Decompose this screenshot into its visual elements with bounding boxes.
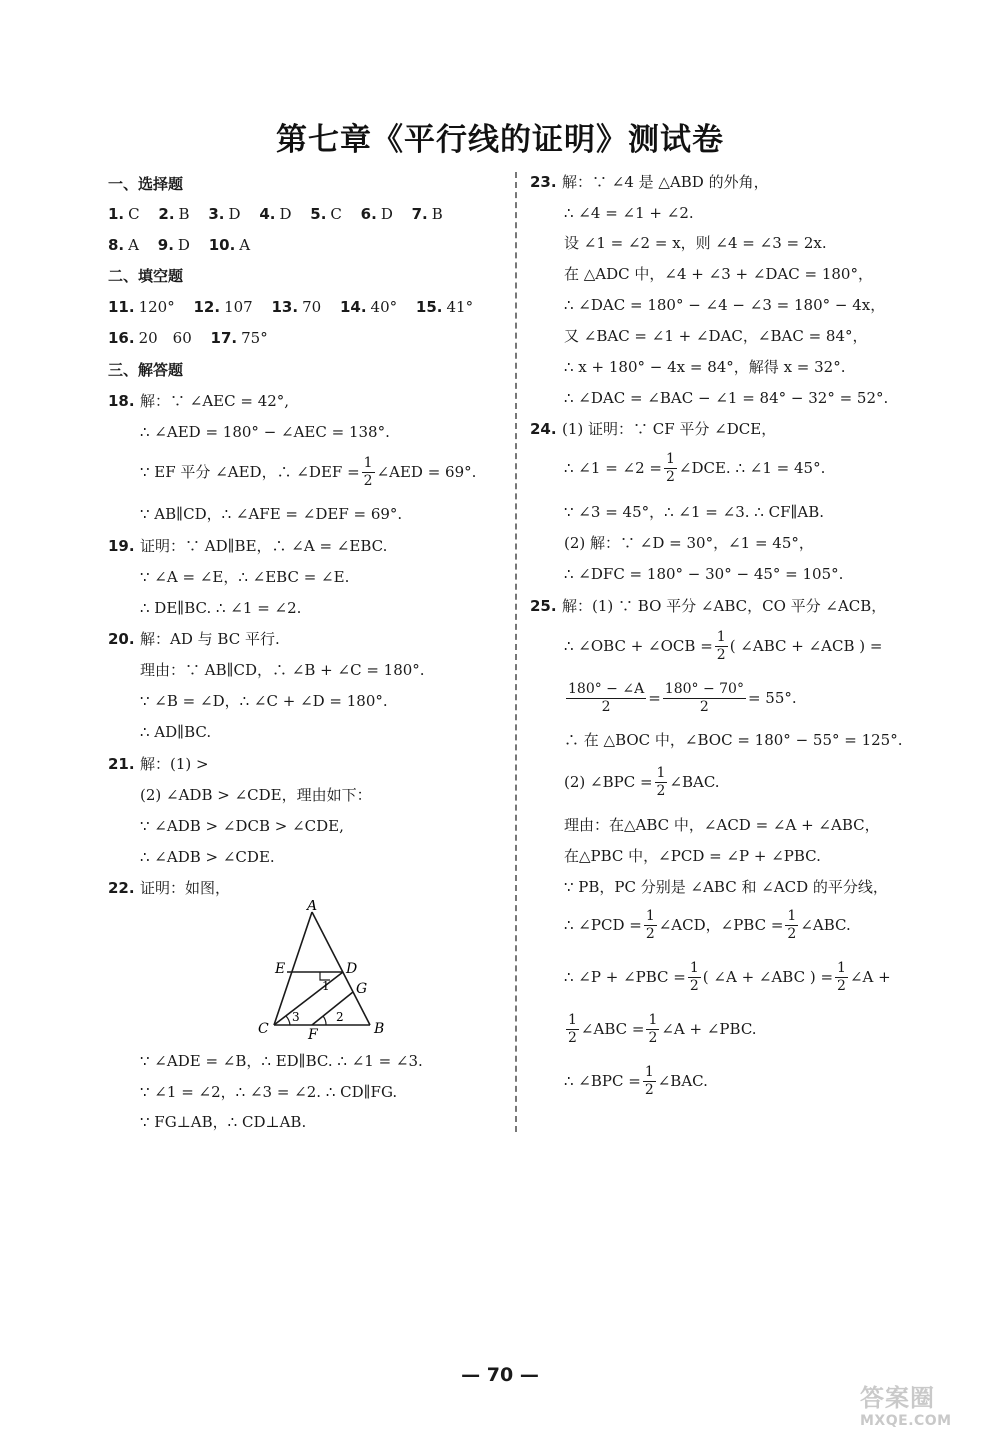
fraction: $\frac{1}{2}$ — [656, 764, 666, 799]
label-a: A — [307, 900, 318, 914]
mc-answers-row1: 1. C 2. B 3. D 4. D 5. C 6. D 7. B — [108, 205, 443, 223]
q18-line3: ∵ EF 平分 ∠AED，∴ ∠DEF = $\frac{1}{2}$ ∠AED = 69°. — [140, 454, 477, 489]
q25-line3: $\frac{180^\circ - \angle A}{2}$ = $\frac{180^\circ - 70^\circ}{2}$ = 55°. — [568, 680, 797, 715]
q25-line11: $\frac{1}{2}$ ∠ABC = $\frac{1}{2}$ ∠A + ∠PBC. — [568, 1011, 757, 1046]
segment-cd — [274, 972, 343, 1025]
label-c: C — [258, 1021, 269, 1037]
q19-line1: 19. 证明：∵ AD∥BE，∴ ∠A = ∠EBC. — [108, 537, 388, 555]
q19-line2: ∵ ∠A = ∠E，∴ ∠EBC = ∠E. — [140, 568, 350, 586]
fraction: $\frac{180^\circ - \angle A}{2}$ — [568, 680, 645, 715]
q18-line4: ∵ AB∥CD，∴ ∠AFE = ∠DEF = 69°. — [140, 505, 403, 523]
fraction: $\frac{1}{2}$ — [648, 1011, 658, 1046]
label-d: D — [346, 961, 358, 977]
q19-line3: ∴ DE∥BC. ∴ ∠1 = ∠2. — [140, 599, 302, 617]
q18-line1: 18. 解：∵ ∠AEC = 42°, — [108, 392, 290, 410]
q22-line1: 22. 证明：如图， — [108, 879, 231, 897]
fraction: $\frac{1}{2}$ — [568, 1011, 577, 1046]
q23-line1: 23. 解：∵ ∠4 是 △ABD 的外角， — [530, 173, 769, 191]
angle-mark-2 — [323, 1016, 326, 1025]
fraction: $\frac{1}{2}$ — [689, 959, 699, 994]
q21-line3: ∵ ∠ADB > ∠DCB > ∠CDE, — [140, 817, 344, 835]
angle-mark-3 — [286, 1016, 290, 1025]
q25-line9: ∴ ∠PCD = $\frac{1}{2}$ ∠ACD，∠PBC = $\frac{1}{2}$ ∠ABC. — [564, 907, 851, 942]
q24-line5: ∴ ∠DFC = 180° − 30° − 45° = 105°. — [564, 565, 844, 583]
label-e: E — [275, 961, 286, 977]
q24-line4: (2) 解：∵ ∠D = 30°，∠1 = 45°， — [564, 534, 814, 552]
fraction: $\frac{1}{2}$ — [837, 959, 846, 994]
fraction: $\frac{1}{2}$ — [363, 454, 373, 489]
mc-answers-row2: 8. A 9. D 10. A — [108, 236, 251, 254]
q20-line1: 20. 解：AD 与 BC 平行. — [108, 630, 280, 648]
q20-line4: ∴ AD∥BC. — [140, 723, 212, 741]
q23-line7: ∴ x + 180° − 4x = 84°，解得 x = 32°. — [564, 358, 846, 376]
section-fill-heading: 二、填空题 — [108, 267, 184, 285]
label-angle-3: 3 — [292, 1010, 300, 1024]
fraction: $\frac{1}{2}$ — [665, 450, 675, 485]
label-g: G — [356, 981, 368, 997]
fraction: $\frac{1}{2}$ — [645, 907, 655, 942]
q23-line4: 在 △ADC 中，∠4 + ∠3 + ∠DAC = 180°， — [564, 265, 873, 283]
q24-line2: ∴ ∠1 = ∠2 = $\frac{1}{2}$ ∠DCE. ∴ ∠1 = 45°. — [564, 450, 826, 485]
q21-line4: ∴ ∠ADB > ∠CDE. — [140, 848, 275, 866]
section-solve-heading: 三、解答题 — [108, 361, 184, 379]
q25-line8: ∵ PB，PC 分别是 ∠ABC 和 ∠ACD 的平分线， — [564, 878, 888, 896]
section-choice-heading: 一、选择题 — [108, 175, 184, 193]
segment-fg — [312, 992, 353, 1025]
label-angle-1: 1 — [322, 979, 330, 993]
q25-line7: 在△PBC 中，∠PCD = ∠P + ∠PBC. — [564, 847, 821, 865]
fraction: $\frac{1}{2}$ — [716, 628, 726, 663]
column-divider — [515, 172, 517, 1132]
q25-line4: ∴ 在 △BOC 中，∠BOC = 180° − 55° = 125°. — [564, 731, 903, 749]
q21-line2: (2) ∠ADB > ∠CDE，理由如下： — [140, 786, 372, 804]
fraction: $\frac{1}{2}$ — [644, 1063, 654, 1098]
q22-line2: ∵ ∠ADE = ∠B，∴ ED∥BC. ∴ ∠1 = ∠3. — [140, 1052, 423, 1070]
q25-line5: (2) ∠BPC = $\frac{1}{2}$ ∠BAC. — [564, 764, 720, 799]
q21-line1: 21. 解：(1) > — [108, 755, 209, 773]
q23-line2: ∴ ∠4 = ∠1 + ∠2. — [564, 204, 694, 222]
fill-answers-row2: 16. 20 60 17. 75° — [108, 329, 268, 347]
q20-line2: 理由：∵ AB∥CD，∴ ∠B + ∠C = 180°. — [140, 661, 425, 679]
q24-line3: ∵ ∠3 = 45°，∴ ∠1 = ∠3. ∴ CF∥AB. — [564, 503, 825, 521]
q23-line3: 设 ∠1 = ∠2 = x，则 ∠4 = ∠3 = 2x. — [564, 234, 827, 252]
q22-line4: ∵ FG⊥AB，∴ CD⊥AB. — [140, 1113, 307, 1131]
q24-line1: 24. (1) 证明：∵ CF 平分 ∠DCE， — [530, 420, 777, 438]
page-number: — 70 — — [461, 1364, 539, 1386]
q25-line12: ∴ ∠BPC = $\frac{1}{2}$ ∠BAC. — [564, 1063, 708, 1098]
fill-answers-row1: 11. 120° 12. 107 13. 70 14. 40° 15. 41° — [108, 298, 474, 316]
q25-line1: 25. 解：(1) ∵ BO 平分 ∠ABC，CO 平分 ∠ACB， — [530, 597, 887, 615]
q23-line5: ∴ ∠DAC = 180° − ∠4 − ∠3 = 180° − 4x， — [564, 296, 886, 314]
fraction: $\frac{1}{2}$ — [787, 907, 797, 942]
watermark-logo: 答案圈 MXQE.COM — [860, 1384, 952, 1429]
q25-line10: ∴ ∠P + ∠PBC = $\frac{1}{2}$ ( ∠A + ∠ABC ) = $\frac{1}{2}$ ∠A + — [564, 959, 891, 994]
q25-line2: ∴ ∠OBC + ∠OCB = $\frac{1}{2}$ ( ∠ABC + ∠ACB ) = — [564, 628, 883, 663]
label-f: F — [308, 1027, 318, 1043]
q23-line8: ∴ ∠DAC = ∠BAC − ∠1 = 84° − 32° = 52°. — [564, 389, 889, 407]
fraction: $\frac{180^\circ - 70^\circ}{2}$ — [664, 680, 744, 715]
label-angle-2: 2 — [336, 1010, 344, 1024]
q20-line3: ∵ ∠B = ∠D，∴ ∠C + ∠D = 180°. — [140, 692, 388, 710]
q25-line6: 理由：在△ABC 中，∠ACD = ∠A + ∠ABC， — [564, 816, 880, 834]
page-title: 第七章《平行线的证明》测试卷 — [276, 122, 724, 158]
triangle-figure — [250, 900, 400, 1045]
q18-line2: ∴ ∠AED = 180° − ∠AEC = 138°. — [140, 423, 390, 441]
q23-line6: 又 ∠BAC = ∠1 + ∠DAC，∠BAC = 84°， — [564, 327, 868, 345]
side-ab — [312, 912, 370, 1025]
q22-line3: ∵ ∠1 = ∠2，∴ ∠3 = ∠2. ∴ CD∥FG. — [140, 1083, 398, 1101]
label-b: B — [374, 1021, 385, 1037]
